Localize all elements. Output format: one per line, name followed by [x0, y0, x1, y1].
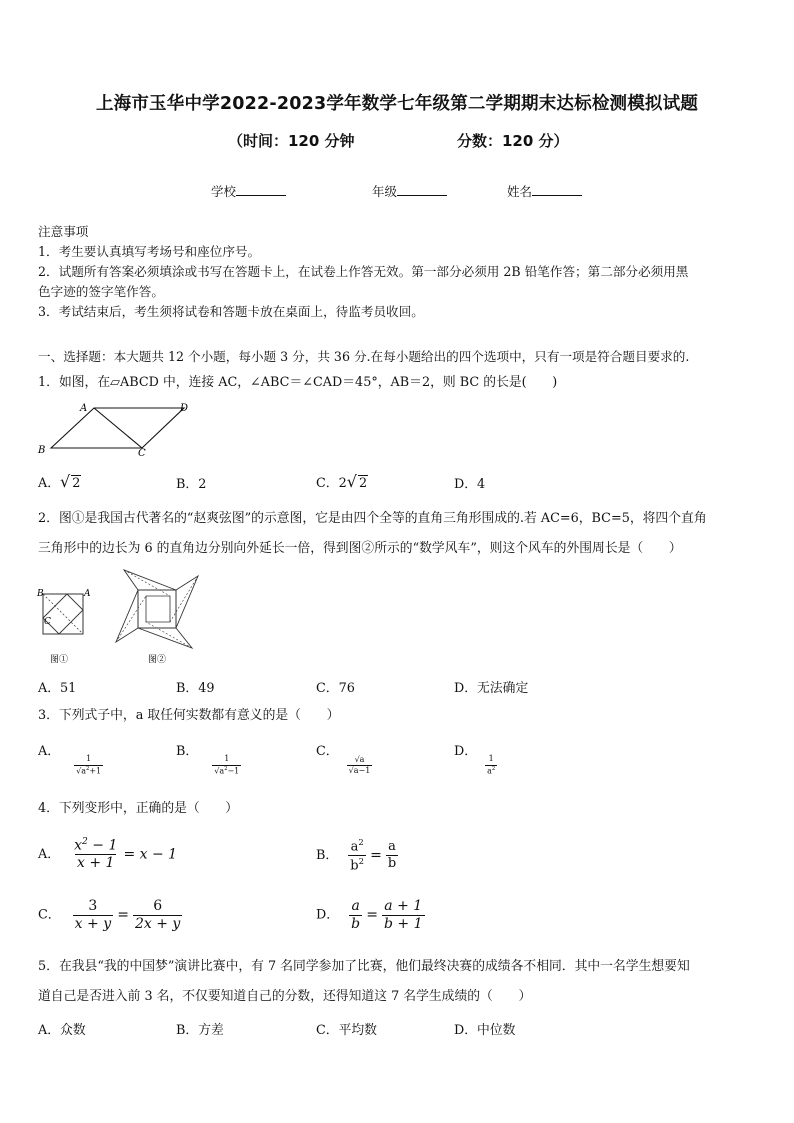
- numerator: a: [351, 898, 360, 914]
- q2-stem-line2: 三角形中的边长为 6 的直角边分别向外延长一倍，得到图②所示的“数学风车”，则这个风车的外围周长是（ ）: [38, 541, 682, 556]
- notice-item-2: 2．试题所有答案必须填涂或书写在答题卡上，在试卷上作答无效。第一部分必须用 2B 铅笔作答；第二部分必须用黑: [38, 264, 689, 279]
- q3-option-a: [38, 740, 103, 776]
- q1-option-a-radicand: 2: [72, 476, 81, 491]
- q4-option-a-fraction: [72, 838, 119, 871]
- school-blank: [236, 183, 286, 196]
- q4-option-b-label: B．: [316, 847, 339, 863]
- q2-option-b: B．49: [176, 681, 215, 696]
- q4-option-d: D． $\frac{a}{b}$ = $\frac{a + 1}{b + 1}$: [316, 898, 423, 932]
- q5-stem-line1: 5．在我县“我的中国梦”演讲比赛中，有 7 名同学参加了比赛，他们最终决赛的成绩各不相同．其中一名学生想要知: [38, 959, 690, 974]
- grade-label: 年级: [372, 184, 398, 199]
- blade-bottom: [138, 628, 192, 648]
- label-b: B: [38, 445, 46, 456]
- denominator: x + y: [74, 915, 112, 932]
- notice-item-1: 1．考生要认真填写考场号和座位序号。: [38, 244, 261, 259]
- notice-item-3: 3．考试结束后，考生须将试卷和答题卡放在桌面上，待监考员收回。: [38, 304, 424, 319]
- dash-1: [124, 570, 170, 596]
- numerator: √a: [354, 754, 365, 764]
- section-heading: 一、选择题：本大题共 12 个小题，每小题 3 分，共 36 分.在每小题给出的四个选项中，只有一项是符合题目要求的.: [38, 349, 690, 364]
- q3-option-a-label: A．: [38, 744, 61, 759]
- denominator: $√a^2-1$: [214, 765, 240, 776]
- q4-option-d-label: D．: [316, 907, 340, 923]
- q1-option-d: D．4: [454, 477, 486, 492]
- q4-option-b-lhs: [348, 838, 366, 873]
- denominator: $√a^2+1$: [76, 765, 102, 776]
- q3-option-b-label: B．: [176, 744, 199, 759]
- q4-option-d-rhs: [382, 899, 425, 931]
- q4-option-a-label: A．: [38, 847, 61, 863]
- q1-stem: 1．如图，在▱ABCD 中，连接 AC，∠ABC＝∠CAD＝45°，AB＝2，则 BC 的长是( ): [38, 375, 558, 390]
- denominator: √a−1: [348, 766, 371, 775]
- numerator: $a^2$: [350, 837, 364, 855]
- exam-title: 上海市玉华中学2022-2023学年数学七年级第二学期期末达标检测模拟试题: [95, 94, 699, 114]
- q5-option-b: B．方差: [176, 1023, 224, 1038]
- grade-blank: [397, 183, 447, 196]
- numerator: $x^2 - 1$: [74, 837, 118, 854]
- q5-stem-line2: 道自己是否进入前 3 名，不仅要知道自己的分数，还得知道这 7 名学生成绩的（ ）: [38, 989, 532, 1004]
- figure-2-caption: 图②: [148, 655, 167, 665]
- grade-field: [372, 182, 447, 200]
- q3-option-a-fraction: [74, 755, 103, 775]
- numerator: a: [388, 839, 396, 855]
- q2-figure-2-windmill: [112, 566, 208, 666]
- denominator: b: [387, 855, 397, 871]
- notice-block: [38, 222, 763, 322]
- blade-top: [124, 570, 176, 590]
- q2-figure-1: [34, 584, 94, 666]
- numerator: 1: [488, 754, 494, 764]
- dash-3: [146, 622, 192, 648]
- q4-option-b-rhs: [386, 840, 398, 870]
- label-b: B: [37, 589, 44, 599]
- denominator: $a^2$: [487, 765, 496, 776]
- q4-option-c-lhs: [73, 899, 113, 931]
- numerator: 1: [224, 754, 230, 764]
- dash-4: [116, 596, 146, 642]
- q1-option-b: B．2: [176, 477, 207, 492]
- denominator: b + 1: [384, 915, 423, 932]
- q4-option-c-label: C．: [38, 907, 61, 923]
- school-field: [211, 182, 286, 200]
- q3-option-d: [454, 740, 497, 776]
- diagonal-ac: [94, 408, 142, 448]
- q1-option-a-label: A．: [38, 476, 61, 491]
- q3-option-c: [316, 740, 372, 775]
- q1-option-c: C．2√ 2: [316, 472, 368, 491]
- numerator: a + 1: [384, 898, 423, 914]
- school-label: 学校: [211, 184, 237, 199]
- denominator: x + 1: [77, 855, 115, 872]
- q4-option-b: B． $\frac{a^2}{b^2}$ = $\frac{a}{b}$: [316, 837, 397, 874]
- q1-option-c-label: C．2: [316, 476, 347, 491]
- q3-option-b: [176, 740, 241, 776]
- name-field: [507, 182, 582, 200]
- denominator: $b^2$: [350, 855, 364, 874]
- exam-time: （时间：120 分钟: [228, 132, 355, 150]
- blade-right: [176, 576, 198, 628]
- q1-parallelogram-figure: [36, 398, 196, 458]
- denominator: 2x + y: [135, 915, 181, 932]
- q5-option-a: A．众数: [38, 1023, 86, 1038]
- q4-option-d-lhs: [349, 899, 362, 931]
- q1-option-c-radicand: 2: [358, 476, 368, 491]
- blade-left: [116, 590, 138, 642]
- figure-1-caption: 图①: [50, 655, 69, 665]
- notice-title: 注意事项: [38, 224, 89, 239]
- q3-option-c-fraction: [347, 756, 373, 776]
- dash-2: [170, 576, 198, 622]
- notice-item-2-cont: 色字迹的签字笔作答。: [38, 284, 164, 299]
- q2-option-c: C．76: [316, 681, 355, 696]
- diagonal-line: [43, 594, 83, 634]
- q2-option-d: D．无法确定: [454, 681, 529, 696]
- label-c: C: [44, 617, 51, 627]
- q3-option-d-fraction: [485, 755, 497, 775]
- q4-stem: 4．下列变形中，正确的是（ ）: [38, 801, 239, 816]
- q4-option-c-rhs: [133, 899, 182, 931]
- q2-option-a: A．51: [38, 681, 77, 696]
- q1-option-a: A．√ 2: [38, 472, 81, 491]
- q4-option-a-rhs: = x − 1: [123, 846, 178, 863]
- q4-option-a: [38, 838, 177, 871]
- q4-option-c: C． $\frac{3}{x + y}$ = $\frac{6}{2x + y}$: [38, 898, 181, 932]
- numerator: 3: [88, 898, 98, 914]
- numerator: 6: [153, 898, 163, 914]
- q3-option-d-label: D．: [454, 744, 478, 759]
- q3-option-c-label: C．: [316, 744, 339, 759]
- q3-stem: 3．下列式子中，a 取任何实数都有意义的是（ ）: [38, 708, 340, 723]
- numerator: 1: [86, 754, 92, 764]
- label-a: A: [80, 403, 88, 414]
- label-c: C: [138, 448, 146, 458]
- denominator: b: [351, 915, 361, 932]
- label-d: D: [180, 403, 189, 414]
- name-label: 姓名: [507, 184, 533, 199]
- q2-stem-line1: 2．图①是我国古代著名的“赵爽弦图”的示意图，它是由四个全等的直角三角形围成的.若 AC=6，BC=5，将四个直角: [38, 511, 707, 526]
- q3-option-b-fraction: [212, 755, 241, 775]
- inner-square: [146, 596, 170, 622]
- q5-option-d: D．中位数: [454, 1023, 516, 1038]
- label-a: A: [84, 589, 91, 599]
- exam-score: 分数：120 分）: [457, 132, 569, 150]
- name-blank: [532, 183, 582, 196]
- q5-option-c: C．平均数: [316, 1023, 377, 1038]
